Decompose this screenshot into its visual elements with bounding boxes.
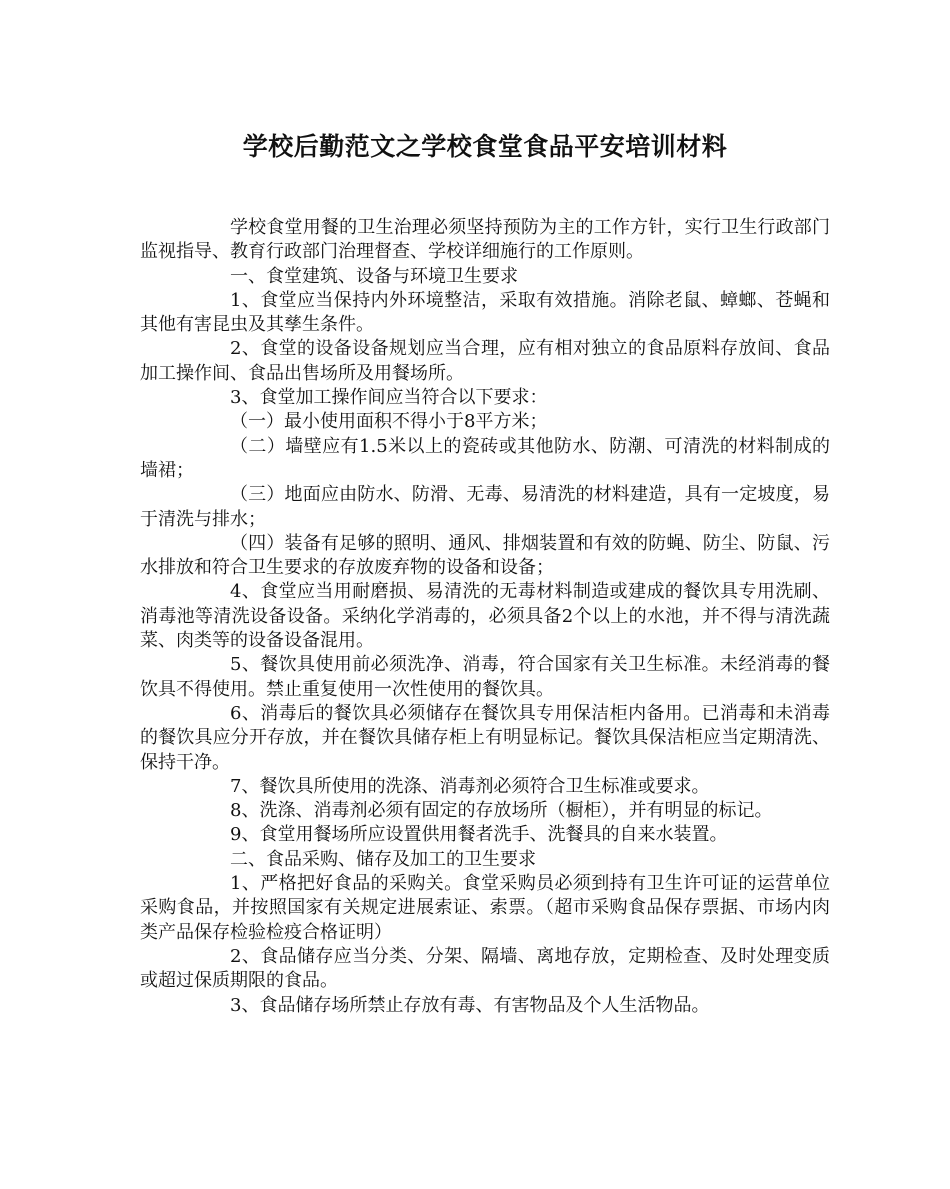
paragraph-item: 1、食堂应当保持内外环境整洁，采取有效措施。消除老鼠、蟑螂、苍蝇和其他有害昆虫及其孳生条件。 bbox=[140, 289, 830, 336]
paragraph-subitem: （一）最小使用面积不得小于8平方米； bbox=[230, 411, 548, 433]
paragraph-intro: 学校食堂用餐的卫生治理必须坚持预防为主的工作方针，实行卫生行政部门监视指导、教育行政部门治理督查、学校详细施行的工作原则。 bbox=[140, 217, 830, 263]
paragraph-subitem: （二）墙壁应有1.5米以上的瓷砖或其他防水、防潮、可清洗的材料制成的墙裙； bbox=[140, 435, 830, 481]
document-page bbox=[140, 130, 830, 1018]
paragraph-item: 2、食堂的设备设备规划应当合理，应有相对独立的食品原料存放间、食品加工操作间、食品出售场所及用餐场所。 bbox=[140, 338, 830, 384]
paragraph-item: 3、食品储存场所禁止存放有毒、有害物品及个人生活物品。 bbox=[230, 994, 710, 1016]
section-heading-1: 一、食堂建筑、设备与环境卫生要求 bbox=[230, 265, 518, 287]
paragraph-item: 2、食品储存应当分类、分架、隔墙、离地存放，定期检查、及时处理变质或超过保质期限的食品。 bbox=[140, 945, 830, 992]
paragraph-item: 9、食堂用餐场所应设置供用餐者洗手、洗餐具的自来水装置。 bbox=[230, 824, 728, 846]
section-heading-2: 二、食品采购、储存及加工的卫生要求 bbox=[230, 848, 536, 870]
document-title: 学校后勤范文之学校食堂食品平安培训材料 bbox=[242, 132, 728, 161]
paragraph-item: 7、餐饮具所使用的洗涤、消毒剂必须符合卫生标准或要求。 bbox=[230, 775, 710, 797]
document-body bbox=[140, 216, 830, 1018]
paragraph-subitem: （三）地面应由防水、防滑、无毒、易清洗的材料建造，具有一定坡度，易于清洗与排水； bbox=[140, 484, 830, 530]
paragraph-item: 4、食堂应当用耐磨损、易清洗的无毒材料制造或建成的餐饮具专用洗刷、消毒池等清洗设备设备。采纳化学消毒的，必须具备2个以上的水池，并不得与清洗蔬菜、肉类等的设备设备混用。 bbox=[140, 581, 830, 652]
paragraph-item: 6、消毒后的餐饮具必须储存在餐饮具专用保洁柜内备用。已消毒和未消毒的餐饮具应分开存放，并在餐饮具储存柜上有明显标记。餐饮具保洁柜应当定期清洗、保持干净。 bbox=[140, 702, 830, 773]
paragraph-item: 5、餐饮具使用前必须洗净、消毒，符合国家有关卫生标准。未经消毒的餐饮具不得使用。禁止重复使用一次性使用的餐饮具。 bbox=[140, 654, 830, 700]
paragraph-subitem: （四）装备有足够的照明、通风、排烟装置和有效的防蝇、防尘、防鼠、污水排放和符合卫生要求的存放废弃物的设备和设备； bbox=[140, 532, 830, 579]
paragraph-item: 1、严格把好食品的采购关。食堂采购员必须到持有卫生许可证的运营单位采购食品，并按照国家有关规定进展索证、索票。（超市采购食品保存票据、市场内肉类产品保存检验检疫合格证明） bbox=[140, 873, 830, 943]
paragraph-item: 8、洗涤、消毒剂必须有固定的存放场所（橱柜），并有明显的标记。 bbox=[230, 800, 773, 822]
paragraph-item: 3、食堂加工操作间应当符合以下要求： bbox=[230, 387, 548, 409]
